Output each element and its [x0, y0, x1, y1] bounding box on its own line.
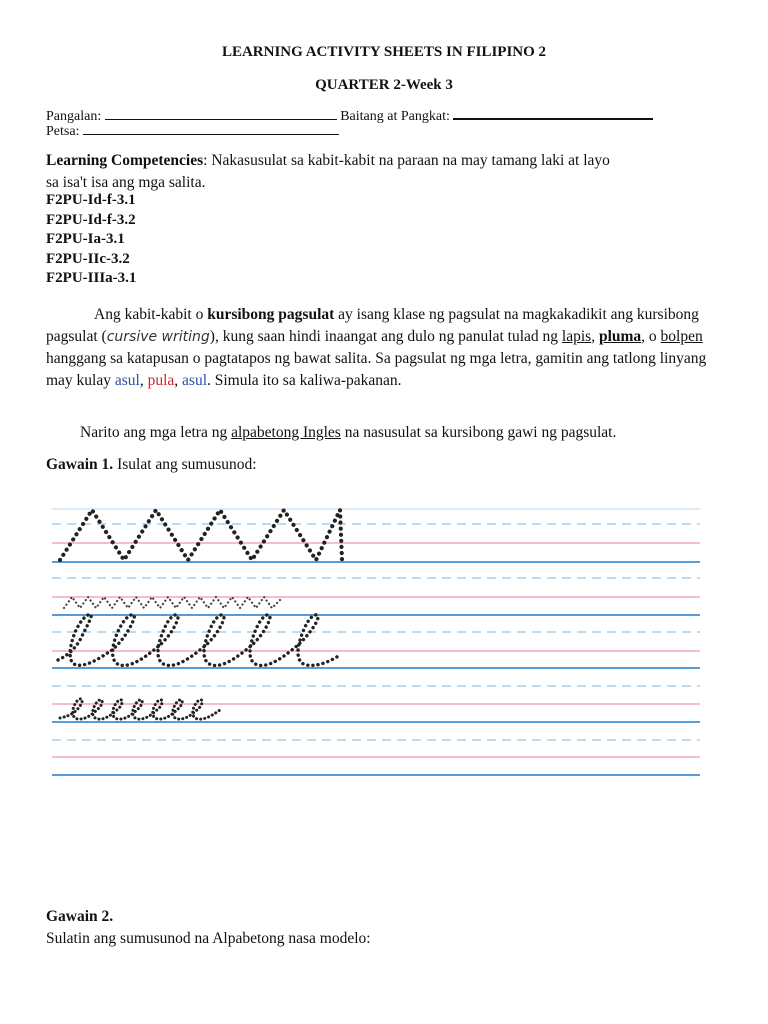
- competency-code: F2PU-IIIa-3.1: [46, 270, 137, 287]
- trace-loops-small: [60, 699, 220, 719]
- term-alpabetong-ingles: alpabetong Ingles: [231, 424, 341, 441]
- activity1-instruction: Isulat ang sumusunod:: [113, 456, 257, 473]
- competencies-block: Learning Competencies: Nakasusulat sa kabit-kabit na paraan na may tamang laki at layo sa isa't isa ang mga salita.: [46, 152, 610, 191]
- competency-code: F2PU-Id-f-3.2: [46, 211, 136, 228]
- term-lapis: lapis: [561, 327, 592, 345]
- competencies-text-1: Nakasusulat sa kabit-kabit na paraan na may tamang laki at layo: [207, 152, 610, 169]
- activity2-block: [46, 906, 726, 949]
- competencies-text-2: sa isa't isa ang mga salita.: [46, 173, 206, 191]
- term-cursive-writing: cursive writing: [106, 328, 210, 345]
- competencies-label: Learning Competencies: [46, 152, 204, 169]
- term-kursibong-pagsulat: kursibong pagsulat: [207, 306, 335, 323]
- date-label: Petsa:: [46, 124, 80, 139]
- worksheet-subtitle: QUARTER 2-Week 3: [315, 77, 453, 93]
- color-word-asul: asul: [114, 371, 140, 389]
- activity2-instruction: Sulatin ang sumusunod na Alpabetong nasa modelo:: [46, 929, 371, 947]
- competency-code: F2PU-IIc-3.2: [46, 250, 130, 267]
- term-pluma: pluma: [598, 327, 642, 345]
- trace-zigzag-large: [60, 510, 342, 560]
- worksheet-title: LEARNING ACTIVITY SHEETS IN FILIPINO 2: [221, 44, 547, 60]
- writing-guide-lines: [52, 509, 700, 775]
- competency-code: F2PU-Ia-3.1: [46, 231, 125, 248]
- color-word-pula: pula: [147, 371, 175, 389]
- color-word-asul: asul: [182, 371, 207, 389]
- trace-loops-large: [58, 614, 340, 665]
- grade-label: Baitang at Pangkat:: [340, 109, 450, 124]
- alphabet-intro: Narito ang mga letra ng alpabetong Ingles na nasusulat sa kursibong gawi ng pagsulat.: [80, 424, 617, 441]
- competency-code: F2PU-Id-f-3.1: [46, 192, 136, 208]
- intro-paragraph: Ang kabit-kabit o kursibong pagsulat ay isang klase ng pagsulat na magkakadikit ang kursibong pagsulat (cursive writing), kung saan hindi inaangat ang dulo ng panulat tulad ng lapis, pluma, o bolpen hanggang sa katapusan o pagtatapos ng bawat salita. Sa pagsulat ng mga letra, gamitin ang tatlong linyang may kulay asul, pula, asul. Simula ito sa kaliwa-pakanan.: [46, 306, 707, 389]
- name-label: Pangalan:: [46, 109, 102, 124]
- trace-zigzag-small: [64, 597, 280, 608]
- term-bolpen: bolpen: [660, 327, 703, 345]
- activity1-label: Gawain 1.: [46, 456, 114, 473]
- activity2-label: Gawain 2.: [46, 908, 114, 925]
